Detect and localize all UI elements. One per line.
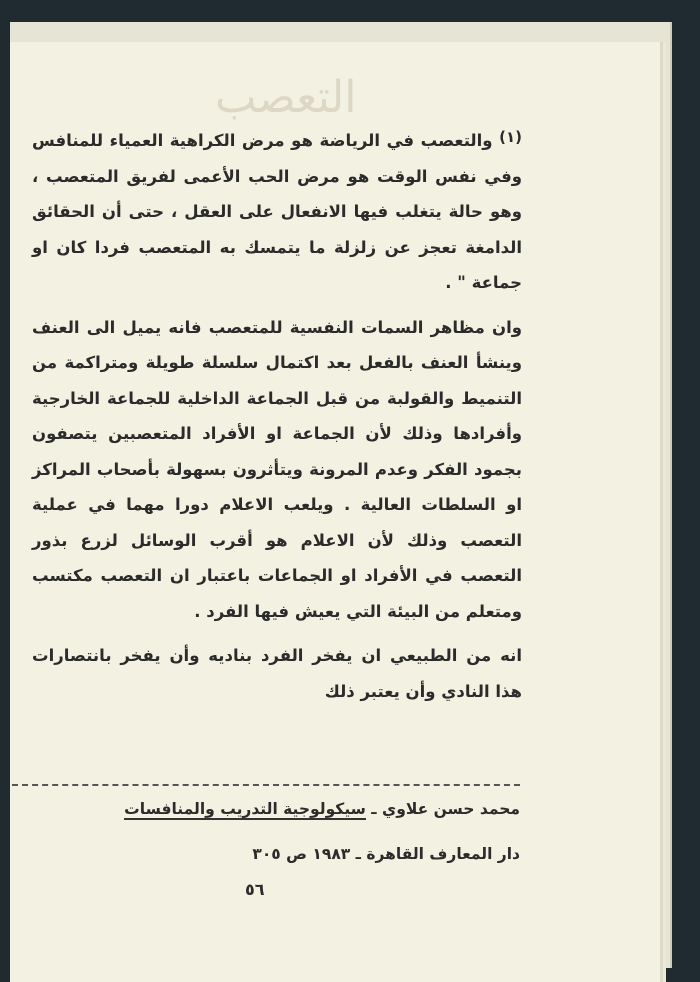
- footnote-citation: [12, 794, 520, 824]
- paragraph-3: انه من الطبيعي ان يفخر الفرد بناديه وأن يفخر بانتصارات هذا النادي وأن يعتبر ذلك: [32, 646, 522, 701]
- paragraph-1-text: والتعصب في الرياضة هو مرض الكراهية العمياء للمنافس وفي نفس الوقت هو مرض الحب الأعمى لفريق المتعصب ، وهو حالة يتغلب فيها الانفعال على العقل ، حتى أن الحقائق الدامغة تعجز عن زلزلة ما يتمسك به المتعصب فردا كان او جماعة " .: [32, 131, 522, 292]
- paragraph-1: [32, 120, 522, 301]
- page-stack: [10, 22, 672, 968]
- book-page: [10, 42, 660, 982]
- body-text: [32, 120, 522, 709]
- footnote-author: محمد حسن علاوي ـ: [371, 800, 520, 818]
- page-number: ٥٦: [245, 880, 265, 899]
- footnote-book-title: سيكولوجية التدريب والمنافسات: [124, 800, 366, 818]
- paragraph-2: وان مظاهر السمات النفسية للمتعصب فانه يميل الى العنف وينشأ العنف بالفعل بعد اكتمال سلسلة طويلة ومتراكمة من التنميط والقولبة من قبل الجماعة الداخلية للجماعة الخارجية وأفرادها وذلك لأن الجماعة او الأفراد المتعصبين يتصفون بجمود الفكر وعدم المرونة ويتأثرون بسهولة بأصحاب المراكز او السلطات العالية . ويلعب الاعلام دورا مهما في عملية التعصب وذلك لأن الاعلام هو أقرب الوسائل لزرع بذور التعصب في الأفراد او الجماعات باعتبار ان التعصب مكتسب ومتعلم من البيئة التي يعيش فيها الفرد .: [32, 317, 522, 621]
- footnote-separator: [12, 784, 520, 786]
- footnote-publisher: دار المعارف القاهرة ـ ١٩٨٣ ص ٣٠٥: [252, 845, 520, 863]
- footnote-marker: (١): [499, 128, 523, 146]
- bleed-through-heading: التعصب: [215, 72, 357, 123]
